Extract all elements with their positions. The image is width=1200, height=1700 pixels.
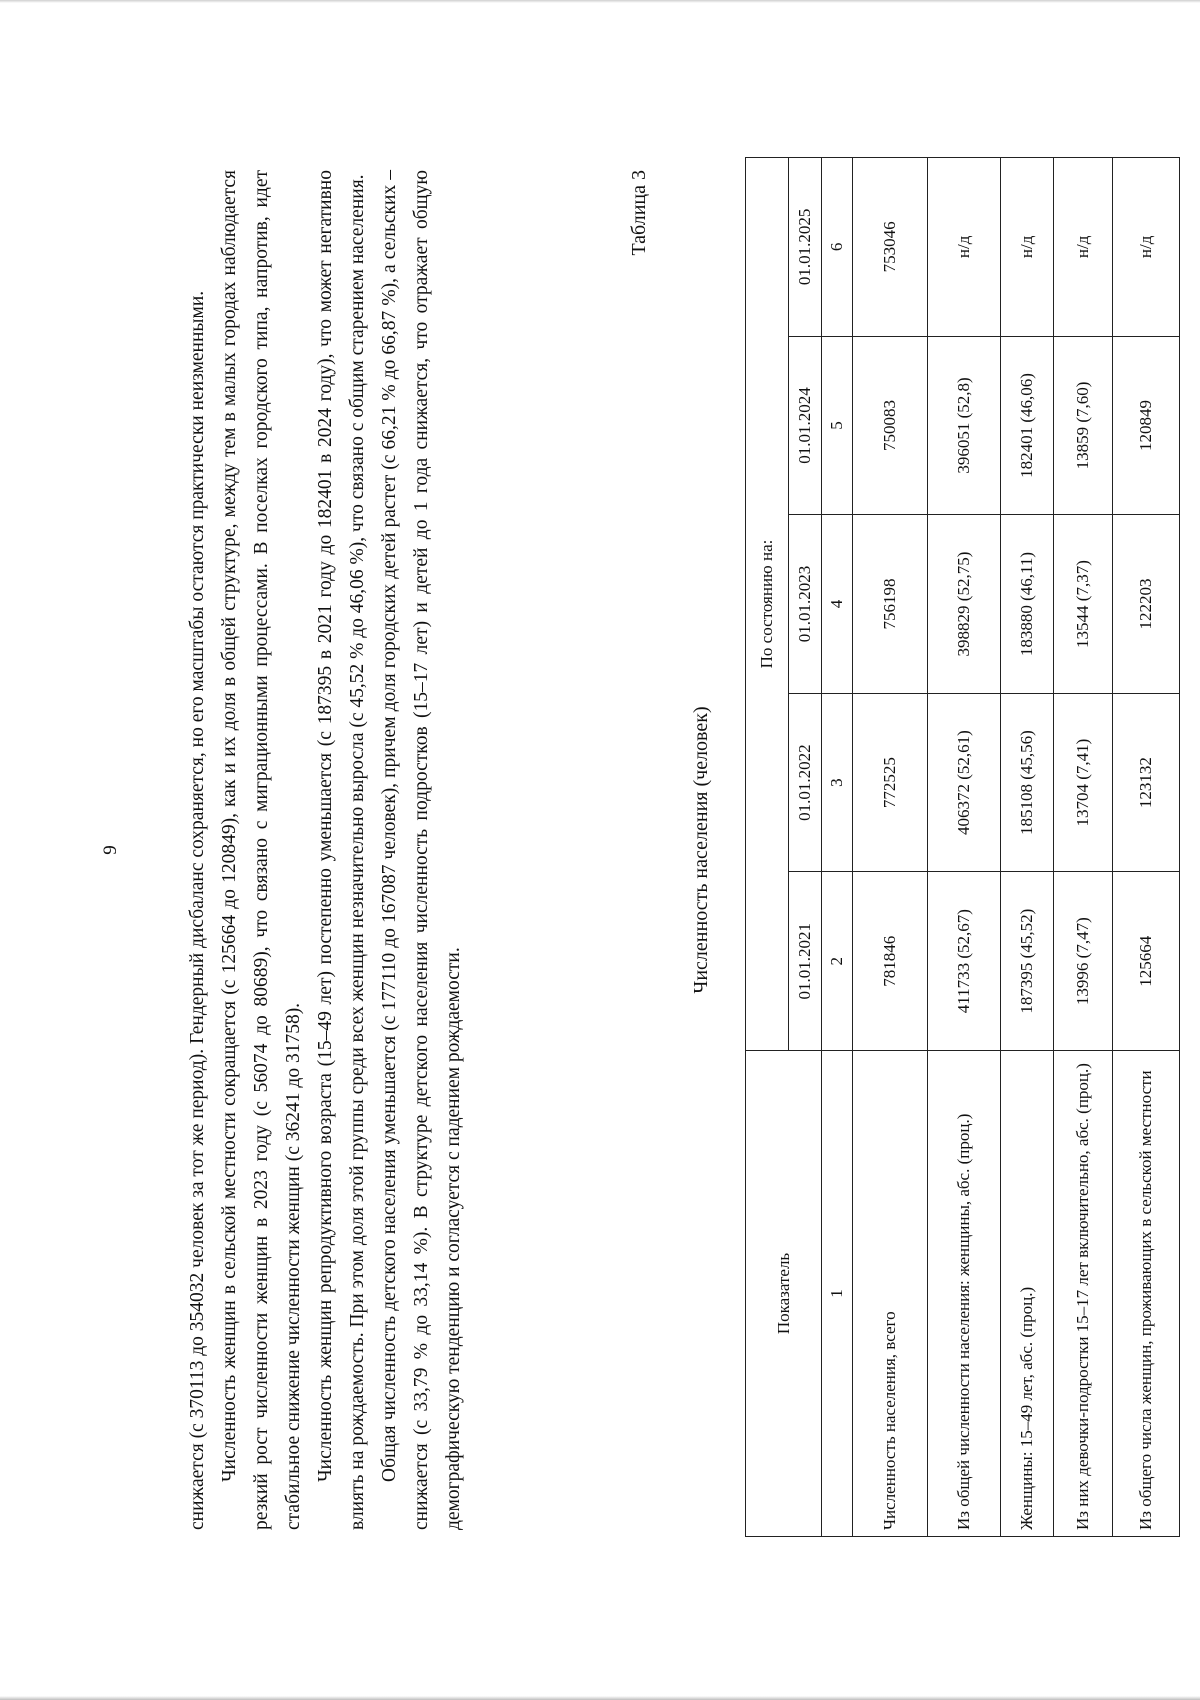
- table-cell: 753046: [853, 158, 928, 337]
- table-row: [1054, 158, 1113, 1537]
- table-cell: 781846: [853, 872, 928, 1051]
- header-indicator: Показатель: [746, 1050, 822, 1536]
- table-row: [928, 158, 1001, 1537]
- header-date: 01.01.2023: [789, 515, 822, 694]
- table-cell: 120849: [1113, 336, 1180, 515]
- table-cell: н/д: [928, 158, 1001, 337]
- table-cell: 411733 (52,67): [928, 872, 1001, 1051]
- table-column-numbers-row: [822, 158, 853, 1537]
- table-cell: 13859 (7,60): [1054, 336, 1113, 515]
- table-row: [1113, 158, 1180, 1537]
- row-label: Из общего числа женщин, проживающих в сельской местности: [1113, 1050, 1180, 1536]
- table-cell: н/д: [1113, 158, 1180, 337]
- table-title: Численность населения (человек): [690, 706, 712, 994]
- table-cell: 183880 (46,11): [1001, 515, 1054, 694]
- column-number: 1: [822, 1050, 853, 1536]
- row-label: Из них девочки-подростки 15–17 лет включительно, абс. (проц.): [1054, 1050, 1113, 1536]
- table-cell: 13544 (7,37): [1054, 515, 1113, 694]
- table-cell: 398829 (52,75): [928, 515, 1001, 694]
- table-row: [1001, 158, 1054, 1537]
- table-row: [853, 158, 928, 1537]
- table-cell: 756198: [853, 515, 928, 694]
- table-cell: 406372 (52,61): [928, 693, 1001, 872]
- column-number: 6: [822, 158, 853, 337]
- table-cell: 125664: [1113, 872, 1180, 1051]
- paragraph-4: Общая численность детского населения уменьшается (с 177110 до 167087 человек), причем доля городских детей растет (с 66,21 % до 66,87 %), а сельских – снижается (с 33,79 % до 33,14 %). В структуре детского населения численность подростков (15–17 лет) и детей до 1 года снижается, что отражает общую демографическую тенденцию и согласуется с падением рождаемости.: [379, 170, 464, 1530]
- table-label: Таблица 3: [628, 170, 650, 256]
- table-cell: 182401 (46,06): [1001, 336, 1054, 515]
- table-cell: 123132: [1113, 693, 1180, 872]
- row-label: Из общей численности населения: женщины, абс. (проц.): [928, 1050, 1001, 1536]
- header-date: 01.01.2021: [789, 872, 822, 1051]
- table-header-row: [746, 158, 789, 1537]
- header-group: По состоянию на:: [746, 158, 789, 1051]
- header-date: 01.01.2024: [789, 336, 822, 515]
- table-cell: 13704 (7,41): [1054, 693, 1113, 872]
- column-number: 4: [822, 515, 853, 694]
- column-number: 5: [822, 336, 853, 515]
- table-cell: н/д: [1001, 158, 1054, 337]
- table-cell: 185108 (45,56): [1001, 693, 1054, 872]
- population-table: [745, 157, 1180, 1537]
- paragraph-2: Численность женщин в сельской местности сокращается (с 125664 до 120849), как и их доля в общей структуре, между тем в малых городах наблюдается резкий рост численности женщин в 2023 году (с 56074 до 80689), что связано с миграционными процессами. В поселках городского типа, напротив, идет стабильное снижение численности женщин (с 36241 до 31758).: [219, 170, 304, 1530]
- header-date: 01.01.2022: [789, 693, 822, 872]
- page-number: 9: [100, 845, 121, 855]
- scan-edge-bottom: [0, 1696, 1200, 1700]
- table-cell: 772525: [853, 693, 928, 872]
- paragraph-1: снижается (с 370113 до 354032 человек за тот же период). Гендерный дисбаланс сохраняется, но его масштабы остаются практически неизменными.: [187, 290, 208, 1530]
- table-cell: 13996 (7,47): [1054, 872, 1113, 1051]
- table-cell: 396051 (52,8): [928, 336, 1001, 515]
- table-cell: 750083: [853, 336, 928, 515]
- table-cell: 187395 (45,52): [1001, 872, 1054, 1051]
- column-number: 2: [822, 872, 853, 1051]
- body-text: [182, 170, 470, 1530]
- header-date: 01.01.2025: [789, 158, 822, 337]
- table-cell: н/д: [1054, 158, 1113, 337]
- paragraph-3: Численность женщин репродуктивного возраста (15–49 лет) постепенно уменьшается (с 187395 в 2021 году до 182401 в 2024 году), что может негативно влиять на рождаемость. При этом доля этой группы среди всех женщин незначительно выросла (с 45,52 % до 46,06 %), что связано с общим старением населения.: [315, 170, 368, 1530]
- table-cell: 122203: [1113, 515, 1180, 694]
- row-label: Численность населения, всего: [853, 1050, 928, 1536]
- column-number: 3: [822, 693, 853, 872]
- row-label: Женщины: 15–49 лет, абс. (проц.): [1001, 1050, 1054, 1536]
